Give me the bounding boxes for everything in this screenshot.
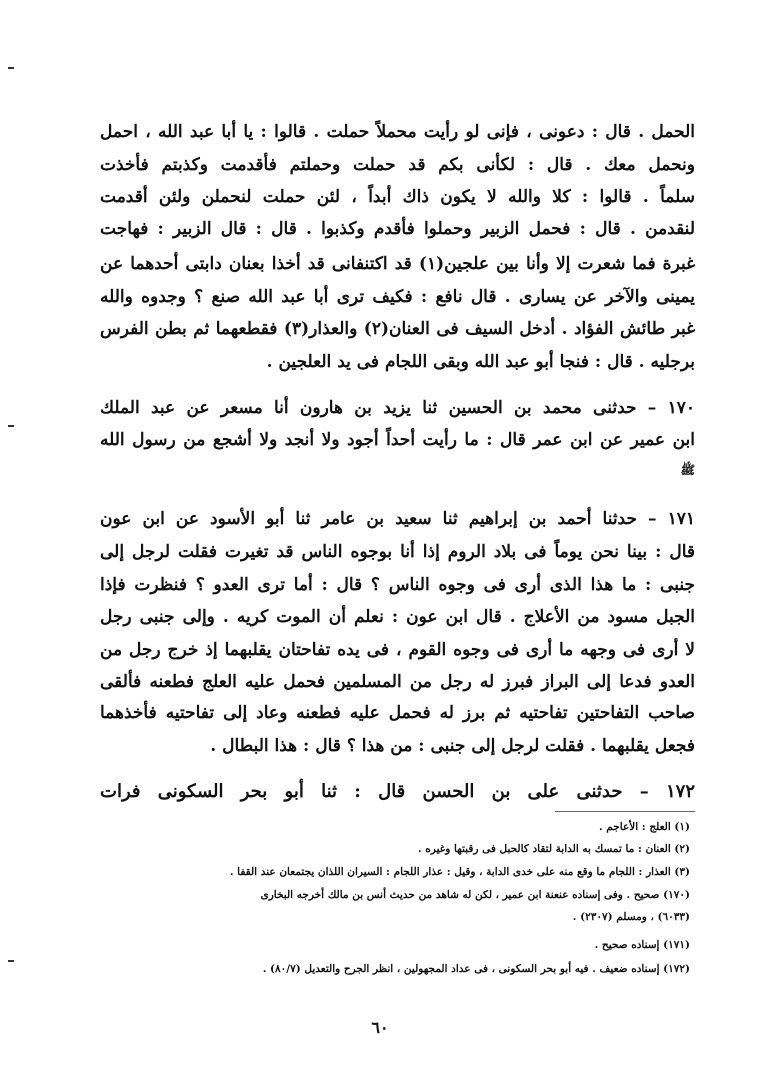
footnote: (٣) العذار : اللجام ما وقع منه على خدى الدابة ، وقيل : عذار اللجام : السيران اللذان يجتمعان عند القفا .	[229, 866, 690, 878]
salutation-glyph: ﷺ	[680, 463, 695, 477]
text-line: فجعل يقلبهما . فقلت لرجل إلى جنبى : من هذا ؟ قال : هذا البطال .	[210, 736, 695, 756]
footnote-divider	[555, 811, 695, 812]
footnote: (٦٠٣٣) ، ومسلم (٢٣٠٧) .	[572, 911, 690, 923]
text-line: ونحمل معك . قال : لكأنى بكم قد حملت وحملتم فأقدمت وكذبتم فأخذت	[100, 155, 695, 175]
footnote: (٢) العنان : ما تمسك به الدابة لتقاد كالحبل فى رقبتها وغيره .	[417, 843, 690, 855]
footnote: (١) العلج : الأعاجم .	[598, 821, 690, 833]
text-line: برجليه . قال : فنجا أبو عبد الله وبقى اللجام فى يد العلجين .	[266, 352, 695, 372]
text-line: غبر طائش الفؤاد . أدخل السيف فى العنان(٢) والعذار(٣) فقطعهما ثم بطن الفرس	[100, 319, 695, 339]
scan-mark	[8, 425, 14, 427]
text-line: لا أرى فى وجهه ما أرى فى وجوه القوم ، فى يده تفاحتان يقلبهما إذ خرج رجل من	[100, 640, 695, 660]
text-line: يمينى والآخر عن يسارى . قال نافع : فكيف ترى أبا عبد الله صنع ؟ وجدوه والله	[100, 287, 695, 307]
scan-mark	[8, 67, 14, 69]
text-line: ابن عمير عن ابن عمر قال : ما رأيت أحداً أجود ولا أنجد ولا أشجع من رسول الله	[100, 430, 695, 450]
text-line: سلماً . قالوا : كلا والله لا يكون ذاك أبداً ، لئن حملت لنحملن ولئن أقدمت	[100, 187, 695, 207]
text-line: الحمل . قال : دعونى ، فإنى لو رأيت محملاً حملت . قالوا : يا أبا عبد الله ، احمل	[100, 122, 695, 142]
text-line: الجبل مسود من الأعلاج . قال ابن عون : نعلم أن الموت كريه . وإلى جنبى رجل	[100, 607, 695, 627]
scan-mark	[8, 960, 14, 962]
text-line: العدو فدعا إلى البراز فبرز له رجل من المسلمين فحمل عليه العلج فطعنه فألقى	[100, 672, 695, 692]
footnote: (١٧٠) صحيح . وفى إسناده عنعنة ابن عمير ، لكن له شاهد من حديث أنس بن مالك أخرجه البخارى	[260, 889, 690, 901]
text-line: لنقدمن . قال : فحمل الزبير وحملوا فأقدم وكذبوا . قال : قال الزبير : فهاجت	[100, 219, 695, 239]
text-line: قال : بينا نحن يوماً فى بلاد الروم إذا أنا بوجوه الناس قد تغيرت فقلت لرجل إلى	[100, 542, 695, 562]
footnote: (١٧١) إسناده صحيح .	[594, 939, 690, 951]
page-number: ٦٠	[371, 1018, 389, 1037]
text-line: ١٧٠ – حدثنى محمد بن الحسين ثنا يزيد بن هارون أنا مسعر عن عبد الملك	[100, 398, 695, 418]
text-line: صاحب التفاحتين تفاحتيه ثم برز له فحمل عليه فطعنه وعاد إلى تفاحتيه فأخذهما	[100, 703, 695, 723]
text-line: ١٧١ – حدثنا أحمد بن إبراهيم ثنا سعيد بن عامر ثنا أبو الأسود عن ابن عون	[100, 509, 695, 529]
text-line: جنبى : ما هذا الذى أرى فى وجوه الناس ؟ قال : أما ترى العدو ؟ فنظرت فإذا	[100, 575, 695, 595]
text-line: غبرة فما شعرت إلا وأنا بين علجين(١) قد اكتنفانى قد أخذا بعنان دابتى أحدهما عن	[100, 254, 695, 274]
footnote: (١٧٢) إسناده ضعيف . فيه أبو بحر السكونى ، فى عداد المجهولين ، انظر الجرح والتعديل (٨٠/٧) .	[262, 963, 690, 975]
text-line: ١٧٢ – حدثنى على بن الحسن قال : ثنا أبو بحر السكونى فرات	[100, 781, 695, 802]
